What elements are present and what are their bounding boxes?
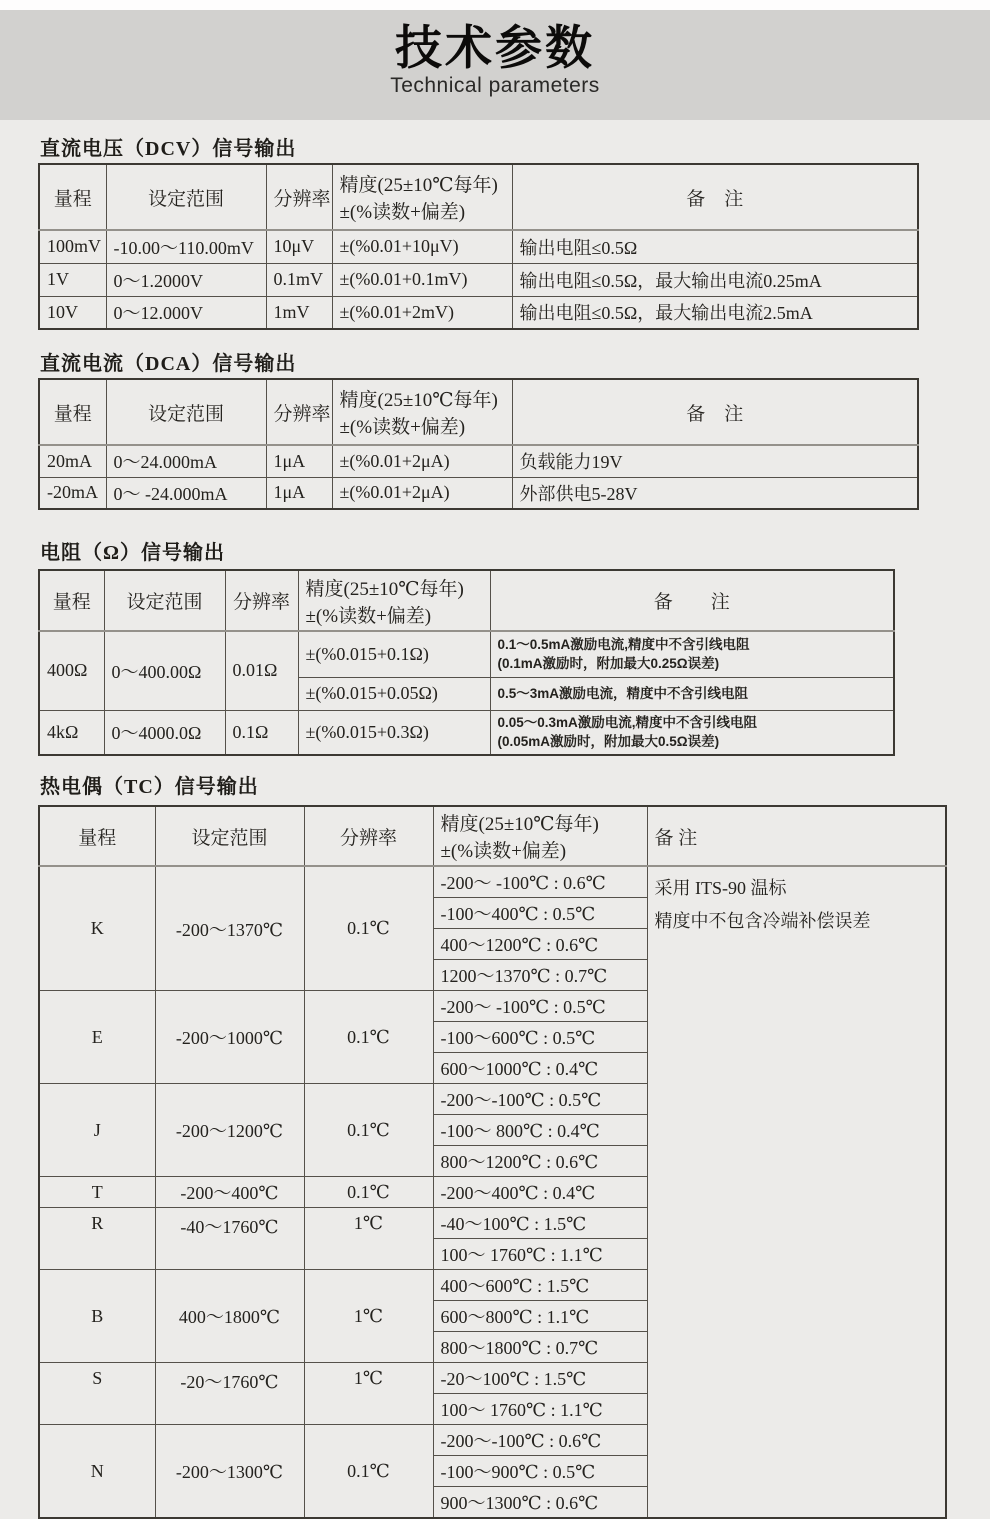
section-label-thermocouple: 热电偶（TC）信号输出 [40, 776, 259, 798]
table-header-cell: 精度(25±10℃每年) ±(%读数+偏差) [332, 164, 512, 230]
table-row [39, 631, 894, 677]
table-cell: -10.00～110.00mV [106, 230, 266, 263]
table-cell: 1℃ [304, 1363, 433, 1425]
table-row [39, 866, 946, 898]
table-row [39, 477, 918, 509]
table-cell: 0.1℃ [304, 866, 433, 991]
table-cell: 400～1200℃ : 0.6℃ [433, 929, 647, 960]
table-cell: 100mV [39, 230, 106, 263]
table-cell: ±(%0.01+10μV) [332, 230, 512, 263]
table-cell: -200～400℃ [155, 1177, 304, 1208]
table-cell: 10V [39, 296, 106, 329]
table-cell: 900～1300℃ : 0.6℃ [433, 1487, 647, 1519]
table-cell: 0.1℃ [304, 991, 433, 1084]
table-cell: -200～-100℃ : 0.5℃ [433, 1084, 647, 1115]
header-band [0, 10, 990, 120]
table-cell: 100～ 1760℃ : 1.1℃ [433, 1394, 647, 1425]
table-cell: E [39, 991, 155, 1084]
table-cell: -200～ -100℃ : 0.6℃ [433, 866, 647, 898]
table-cell: 0.1℃ [304, 1425, 433, 1519]
table-cell: ±(%0.01+2μA) [332, 445, 512, 477]
table-cell: R [39, 1208, 155, 1270]
top-strip [0, 0, 990, 10]
resistance-table [38, 569, 895, 756]
table-header-row [39, 806, 946, 866]
table-header-cell: 精度(25±10℃每年) ±(%读数+偏差) [433, 806, 647, 866]
table-header-cell: 量程 [39, 806, 155, 866]
table-row [39, 230, 918, 263]
table-header-cell: 分辨率 [304, 806, 433, 866]
section-label-dcv: 直流电压（DCV）信号输出 [40, 138, 297, 160]
table-cell: -200～1000℃ [155, 991, 304, 1084]
table-header-cell: 精度(25±10℃每年) ±(%读数+偏差) [332, 379, 512, 445]
table-cell: 1200～1370℃ : 0.7℃ [433, 960, 647, 991]
spec-table-grid [38, 378, 919, 510]
table-header-row [39, 164, 918, 230]
table-cell: B [39, 1270, 155, 1363]
table-cell: J [39, 1084, 155, 1177]
table-cell: 0.1Ω [225, 710, 298, 755]
table-cell: 600～800℃ : 1.1℃ [433, 1301, 647, 1332]
table-cell: 0.1℃ [304, 1084, 433, 1177]
table-cell: K [39, 866, 155, 991]
table-cell: 0.05～0.3mA激励电流,精度中不含引线电阻 (0.05mA激励时，附加最大0.5Ω误差) [490, 710, 894, 755]
spec-table-grid [38, 569, 895, 756]
table-row [39, 263, 918, 296]
table-header-row [39, 379, 918, 445]
table-header-cell: 量程 [39, 164, 106, 230]
table-header-cell: 设定范围 [155, 806, 304, 866]
table-cell: 1℃ [304, 1270, 433, 1363]
table-cell: -40～100℃ : 1.5℃ [433, 1208, 647, 1239]
table-cell: 0～24.000mA [106, 445, 266, 477]
table-cell: N [39, 1425, 155, 1519]
table-cell: -200～ -100℃ : 0.5℃ [433, 991, 647, 1022]
table-header-cell: 备 注 [512, 164, 918, 230]
dcv-table [38, 163, 919, 330]
table-cell: 0～12.000V [106, 296, 266, 329]
table-cell: -200～400℃ : 0.4℃ [433, 1177, 647, 1208]
table-cell: ±(%0.015+0.05Ω) [298, 677, 490, 710]
table-cell: -100～ 800℃ : 0.4℃ [433, 1115, 647, 1146]
table-row [39, 296, 918, 329]
table-cell: -200～1200℃ [155, 1084, 304, 1177]
table-header-cell: 分辨率 [266, 379, 332, 445]
table-row [39, 710, 894, 755]
table-cell: 1V [39, 263, 106, 296]
table-header-cell: 备 注 [490, 570, 894, 631]
table-cell: 4kΩ [39, 710, 104, 755]
table-cell: ±(%0.015+0.3Ω) [298, 710, 490, 755]
table-cell: 0～ -24.000mA [106, 477, 266, 509]
table-header-cell: 量程 [39, 570, 104, 631]
table-cell: 10μV [266, 230, 332, 263]
section-label-dca: 直流电流（DCA）信号输出 [40, 353, 297, 375]
table-header-row [39, 570, 894, 631]
table-cell: 0～4000.0Ω [104, 710, 225, 755]
table-cell: -100～400℃ : 0.5℃ [433, 898, 647, 929]
table-header-cell: 量程 [39, 379, 106, 445]
table-header-cell: 备 注 [647, 806, 946, 866]
table-cell: 采用 ITS-90 温标 精度中不包含冷端补偿误差 [647, 866, 946, 1518]
table-cell: -200～-100℃ : 0.6℃ [433, 1425, 647, 1456]
page-title: 技术参数 [395, 21, 595, 74]
table-cell: 0.1mV [266, 263, 332, 296]
table-header-cell: 设定范围 [104, 570, 225, 631]
spec-table-grid [38, 805, 947, 1519]
table-cell: T [39, 1177, 155, 1208]
table-cell: 1μA [266, 477, 332, 509]
table-cell: 600～1000℃ : 0.4℃ [433, 1053, 647, 1084]
dca-table [38, 378, 919, 510]
table-cell: 0.5～3mA激励电流，精度中不含引线电阻 [490, 677, 894, 710]
table-cell: 外部供电5-28V [512, 477, 918, 509]
table-cell: 800～1200℃ : 0.6℃ [433, 1146, 647, 1177]
table-cell: 400Ω [39, 631, 104, 710]
table-cell: 800～1800℃ : 0.7℃ [433, 1332, 647, 1363]
table-cell: -20～100℃ : 1.5℃ [433, 1363, 647, 1394]
table-cell: -40～1760℃ [155, 1208, 304, 1270]
table-header-cell: 分辨率 [266, 164, 332, 230]
page-subtitle: Technical parameters [390, 73, 600, 97]
table-cell: 400～1800℃ [155, 1270, 304, 1363]
table-cell: -20mA [39, 477, 106, 509]
table-cell: 输出电阻≤0.5Ω，最大输出电流0.25mA [512, 263, 918, 296]
section-label-resistance: 电阻（Ω）信号输出 [40, 542, 226, 564]
table-cell: 输出电阻≤0.5Ω，最大输出电流2.5mA [512, 296, 918, 329]
thermocouple-table [38, 805, 947, 1519]
table-cell: -200～1370℃ [155, 866, 304, 991]
table-row [39, 445, 918, 477]
table-cell: ±(%0.01+0.1mV) [332, 263, 512, 296]
table-cell: S [39, 1363, 155, 1425]
table-cell: 1mV [266, 296, 332, 329]
table-header-cell: 备 注 [512, 379, 918, 445]
table-cell: 100～ 1760℃ : 1.1℃ [433, 1239, 647, 1270]
table-cell: 0～400.00Ω [104, 631, 225, 710]
table-cell: -200～1300℃ [155, 1425, 304, 1519]
table-cell: -100～900℃ : 0.5℃ [433, 1456, 647, 1487]
table-cell: 输出电阻≤0.5Ω [512, 230, 918, 263]
table-cell: 负载能力19V [512, 445, 918, 477]
table-header-cell: 设定范围 [106, 164, 266, 230]
table-header-cell: 精度(25±10℃每年) ±(%读数+偏差) [298, 570, 490, 631]
table-cell: ±(%0.01+2mV) [332, 296, 512, 329]
table-cell: 1℃ [304, 1208, 433, 1270]
table-cell: -20～1760℃ [155, 1363, 304, 1425]
table-header-cell: 分辨率 [225, 570, 298, 631]
table-cell: -100～600℃ : 0.5℃ [433, 1022, 647, 1053]
table-cell: 0～1.2000V [106, 263, 266, 296]
table-cell: 400～600℃ : 1.5℃ [433, 1270, 647, 1301]
table-cell: 0.01Ω [225, 631, 298, 710]
table-cell: 0.1℃ [304, 1177, 433, 1208]
table-cell: ±(%0.01+2μA) [332, 477, 512, 509]
table-cell: ±(%0.015+0.1Ω) [298, 631, 490, 677]
table-cell: 20mA [39, 445, 106, 477]
table-cell: 1μA [266, 445, 332, 477]
table-header-cell: 设定范围 [106, 379, 266, 445]
table-cell: 0.1～0.5mA激励电流,精度中不含引线电阻 (0.1mA激励时，附加最大0.25Ω误差) [490, 631, 894, 677]
spec-table-grid [38, 163, 919, 330]
